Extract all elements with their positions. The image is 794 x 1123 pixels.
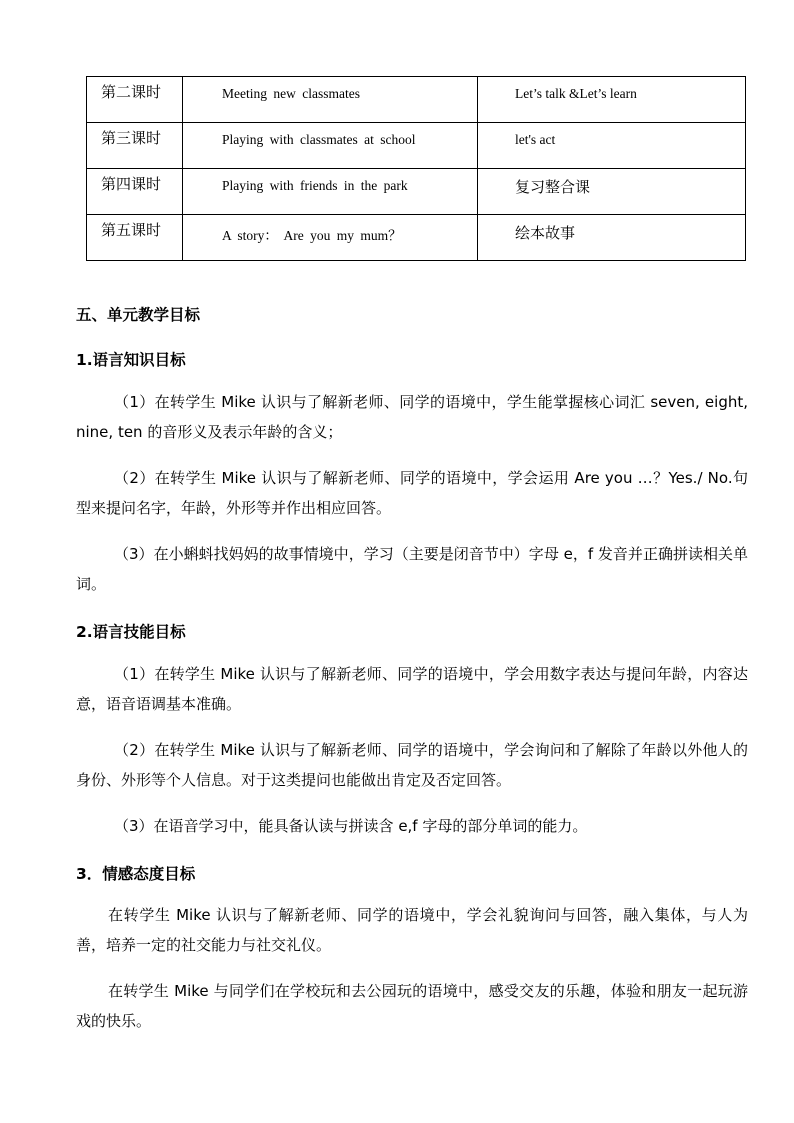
lesson-number: 第四课时	[101, 175, 162, 193]
table-row	[87, 123, 746, 169]
paragraph: （3）在小蝌蚪找妈妈的故事情境中，学习（主要是闭音节中）字母 e，f 发音并正确拼读相关单词。	[76, 545, 748, 593]
section-heading: 五、单元教学目标	[76, 306, 201, 324]
lesson-number: 第二课时	[101, 83, 162, 101]
paragraph: 在转学生 Mike 认识与了解新老师、同学的语境中，学会礼貌询问与回答，融入集体，与人为善，培养一定的社交能力与社交礼仪。	[76, 906, 748, 954]
subsection-heading-emotion-attitude: 3．情感态度目标	[76, 865, 196, 883]
paragraph: （1）在转学生 Mike 认识与了解新老师、同学的语境中，学会用数字表达与提问年龄，内容达意，语音语调基本准确。	[76, 665, 748, 713]
lesson-title: A story： Are you my mum？	[222, 228, 402, 243]
table-row	[87, 169, 746, 215]
subsection-heading-language-knowledge: 1.语言知识目标	[76, 351, 186, 369]
table-row	[87, 215, 746, 261]
subsection-heading-language-skills: 2.语言技能目标	[76, 623, 186, 641]
lesson-content: Let’s talk &Let’s learn	[515, 86, 637, 101]
lesson-number: 第三课时	[101, 129, 162, 147]
paragraph: 在转学生 Mike 与同学们在学校玩和去公园玩的语境中，感受交友的乐趣，体验和朋友一起玩游戏的快乐。	[76, 982, 748, 1030]
lesson-title: Playing with friends in the park	[222, 178, 408, 193]
lesson-number: 第五课时	[101, 221, 162, 239]
lesson-content: let's act	[515, 132, 556, 147]
paragraph: （1）在转学生 Mike 认识与了解新老师、同学的语境中，学生能掌握核心词汇 seven, eight, nine, ten 的音形义及表示年龄的含义；	[76, 393, 748, 441]
paragraph: （2）在转学生 Mike 认识与了解新老师、同学的语境中，学会询问和了解除了年龄以外他人的身份、外形等个人信息。对于这类提问也能做出肯定及否定回答。	[76, 741, 748, 789]
lesson-content: 复习整合课	[515, 178, 591, 196]
paragraph: （3）在语音学习中，能具备认读与拼读含 e,f 字母的部分单词的能力。	[114, 817, 588, 835]
table-row	[87, 77, 746, 123]
lesson-title: Playing with classmates at school	[222, 132, 416, 147]
paragraph: （2）在转学生 Mike 认识与了解新老师、同学的语境中，学会运用 Are you …？Yes./ No.句型来提问名字，年龄，外形等并作出相应回答。	[76, 469, 748, 517]
lesson-title: Meeting new classmates	[222, 86, 360, 101]
lesson-content: 绘本故事	[515, 224, 576, 242]
lesson-schedule-table	[86, 76, 746, 261]
